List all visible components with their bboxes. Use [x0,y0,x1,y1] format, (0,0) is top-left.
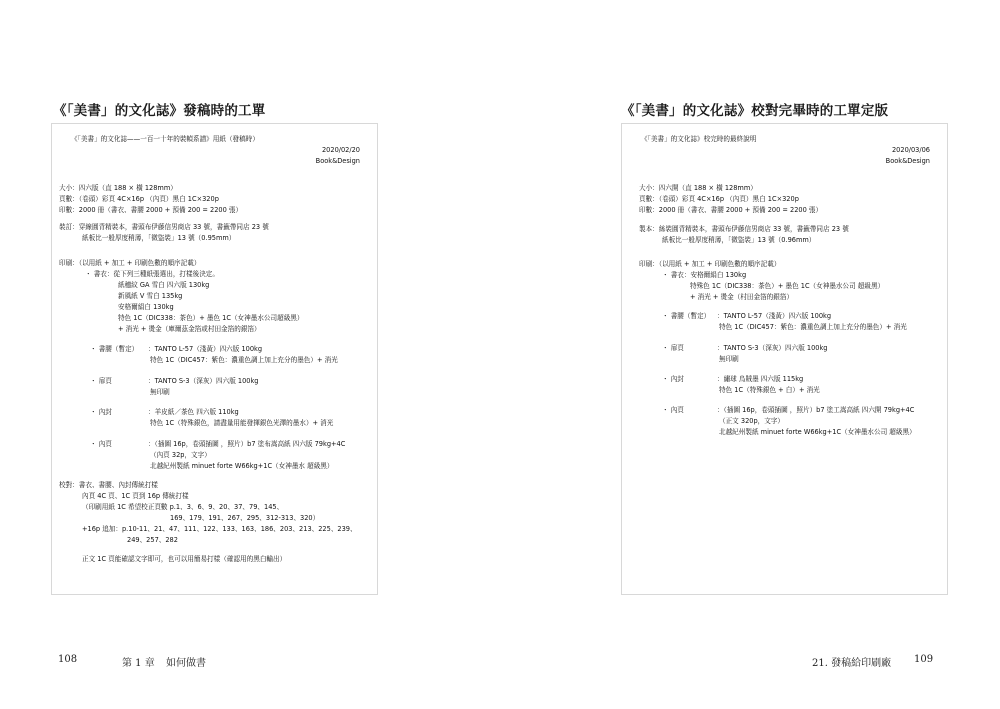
spec-line: 印刷：（以用紙 + 加工 + 印刷色數的順序記載） [639,260,781,268]
work-order-sheet [51,123,378,595]
spec-line: ・ 內頁 [90,440,112,448]
spec-line: （正文 320p，文字） [719,417,785,425]
spec-line: ・ 書衣：安格爾絹白 130kg [662,271,747,279]
spec-line: ・ 扉頁 [662,344,684,352]
spec-line: 北越紀州製紙 minuet forte W66kg+1C（女神墨水 超級黑） [150,462,334,470]
spec-line: 特色 1C（特殊銀色 + 白）+ 消光 [719,386,820,394]
spec-line: 內頁 4C 頁、1C 頁到 16p 傳統打樣 [82,492,189,500]
spec-line: （內頁 32p，文字） [150,451,211,459]
spec-line: ・ 內封 [662,375,684,383]
page-number: 108 [58,654,78,665]
spec-line: + 消光 + 燙金（村田金箔的銀箔） [690,293,794,301]
spec-line: +16p 追加：p.10-11、21、47、111、122、133、163、186、203、213、225、239、 [82,525,357,533]
spec-line: ・ 內頁 [662,406,684,414]
chapter-title: 21. 發稿給印刷廠 [812,658,892,669]
spec-line: 裝訂：穿線圓背精裝本，書頭布伊藤信男商店 33 號，書籤帶同店 23 號 [59,223,269,231]
spec-line: + 消光 + 燙金（庫爾茲金箔或村田金箔的銀箔） [118,325,261,333]
sheet-heading: 《「美書」的文化誌——一百一十年的裝幀系譜》用紙（發稿時） [71,135,259,143]
spec-line: ：繡球 烏賊墨 四六版 115kg [717,375,804,383]
spec-line: 大小：四六版（直 188 × 橫 128mm） [59,184,177,192]
spec-line: 頁數：（卷頭）彩頁 4C×16p （內頁）黑白 1C×320p [59,195,219,203]
spec-line: 正文 1C 頁能確認文字即可，也可以用簡易打樣（確認用的黑白輸出） [82,555,287,563]
spec-line: ：羊皮紙／茶色 四六版 110kg [148,408,239,416]
spec-line: 印刷：（以用紙 + 加工 + 印刷色數的順序記載） [59,259,201,267]
spec-line: 新風紙 V 雪白 135kg [118,292,183,300]
section-title: 《「美書」的文化誌》校對完畢時的工單定版 [621,103,889,119]
spec-line: ・ 書腰（暫定） [90,345,139,353]
chapter-title: 如何做書 [166,658,206,669]
spec-line: 紙板比一般厚度稍薄，「微盜裝」13 號（0.95mm） [82,234,236,242]
spec-line: ：（插圖 16p，卷頭插圖 ，照片）b7 塗工嵩高紙 四六開 79kg+4C [717,406,915,414]
spec-line: （印刷用紙 1C 希望校正頁數 p.1、3、6、9、20、37、79、145、 [82,503,284,511]
sheet-heading: 《「美書」的文化誌》校完時的最終說明 [641,135,757,143]
chapter-label: 第 1 章 [122,658,155,669]
spec-line: 製本：絲裝圓背精裝本，書頭布伊藤信男商店 33 號，書籤帶同店 23 號 [639,225,849,233]
spec-line: ：（插圖 16p，卷頭插圖 ，照片）b7 塗布嵩高紙 四六版 79kg+4C [148,440,346,448]
spec-line: 無印刷 [719,355,739,363]
spec-line: ：TANTO S-3（深灰）四六版 100kg [148,377,259,385]
spec-line: 校對：書衣、書腰、內封傳統打樣 [59,481,158,489]
section-title: 《「美書」的文化誌》發稿時的工單 [53,103,266,119]
spec-line: 大小：四六開（直 188 × 橫 128mm） [639,184,757,192]
spec-line: ：TANTO L-57（淺黃）四六版 100kg [148,345,263,353]
page-number: 109 [914,654,934,665]
spec-line: 無印刷 [150,388,170,396]
spec-line: 印數：2000 冊（書衣、書腰 2000 + 預備 200 = 2200 張） [639,206,823,214]
spec-line: ・ 書衣：從下列三種紙張選出，打樣後決定。 [85,270,219,278]
spec-line: 紙穗紋 GA 雪白 四六版 130kg [118,281,210,289]
sheet-date: 2020/02/20 [321,146,360,154]
spec-line: 特色 1C（DIC457：紫色：濃重色調上加上充分的墨色）+ 消光 [150,356,338,364]
spec-line: 特色 1C（DIC457：紫色：濃重色調上加上充分的墨色）+ 消光 [719,323,907,331]
spec-line: 頁數：（卷頭）彩頁 4C×16p （內頁）黑白 1C×320p [639,195,799,203]
spec-line: 紙板比一般厚度稍薄，「微盜裝」13 號（0.96mm） [662,236,816,244]
right-page [500,0,1000,709]
sheet-company: Book&Design [315,157,360,165]
spec-line: 特殊色 1C（DIC338：茶色）+ 墨色 1C（女神墨水公司 超級黑） [690,282,885,290]
spec-line: ・ 扉頁 [90,377,112,385]
spec-line: 169、179、191、267、295、312-313、320） [170,514,320,522]
sheet-company: Book&Design [885,157,930,165]
spec-line: ：TANTO S-3（深灰）四六版 100kg [717,344,828,352]
spec-line: ・ 內封 [90,408,112,416]
spec-line: 249、257、282 [127,536,178,544]
spec-line: 特色 1C（特殊銀色，請盡量用能發揮銀色光澤的墨水）+ 消光 [150,419,334,427]
spec-line: ：TANTO L-57（淺黃）四六版 100kg [717,312,832,320]
spec-line: 安格爾絹白 130kg [118,303,174,311]
spec-line: ・ 書腰（暫定） [662,312,711,320]
spec-line: 特色 1C（DIC338：茶色）+ 墨色 1C（女神墨水公司超級黑） [118,314,304,322]
final-work-order-sheet [621,123,948,595]
spec-line: 北越紀州製紙 minuet forte W66kg+1C（女神墨水公司 超級黑） [719,428,916,436]
spec-line: 印數：2000 冊（書衣、書腰 2000 + 預備 200 = 2200 張） [59,206,243,214]
sheet-date: 2020/03/06 [891,146,930,154]
